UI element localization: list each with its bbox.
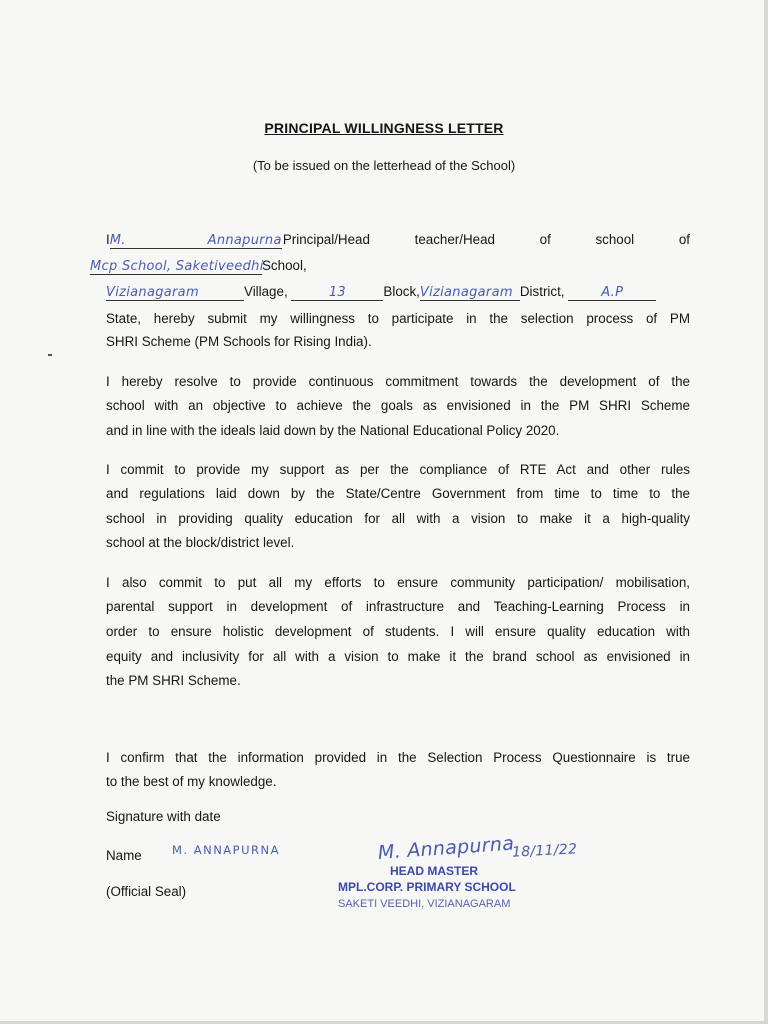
village-label: Village, <box>244 284 288 299</box>
para5-line-2: to the best of my knowledge. <box>106 774 277 789</box>
para3-line-2: and regulations laid down by the State/Centre Government from time to time to the <box>106 486 690 501</box>
para4-line-5: the PM SHRI Scheme. <box>106 673 241 688</box>
intro-line-4: State, hereby submit my willingness to participate in the selection process of PM <box>106 311 690 326</box>
village-name-field: Vizianagaram <box>106 285 244 301</box>
para4-line-2: parental support in development of infrastructure and Teaching-Learning Process in <box>106 599 690 614</box>
school-suffix: School, <box>262 258 307 273</box>
school-name-field: Mcp School, Saketiveedhi <box>90 259 264 274</box>
para4-line-1: I also commit to put all my efforts to ensure community participation/ mobilisation, <box>106 575 690 590</box>
role-word-2: teacher/Head <box>414 232 495 247</box>
scan-speck <box>48 354 52 356</box>
district-name-field: Vizianagaram <box>420 285 520 301</box>
intro-line-3 <box>106 284 656 301</box>
state-name-field: A.P <box>568 285 656 301</box>
role-word-4: school <box>595 232 635 247</box>
block-label: Block, <box>383 284 420 299</box>
stamp-line-3: SAKETI VEEDHI, VIZIANAGARAM <box>338 898 511 910</box>
scan-edge-right <box>764 0 768 1024</box>
para2-line-2: school with an objective to achieve the goals as envisioned in the PM SHRI Scheme <box>106 398 690 413</box>
signature-handwritten: M. Annapurna <box>377 832 515 864</box>
intro-line-2 <box>90 258 307 275</box>
para4-line-4: equity and inclusivity for all with a vision to make it the brand school as envisioned in <box>106 649 690 664</box>
letter-subtitle: (To be issued on the letterhead of the School) <box>252 158 516 173</box>
intro-prefix: IM. Annapurna Principal/Head <box>106 232 370 248</box>
para3-line-4: school at the block/district level. <box>106 535 295 550</box>
stamp-line-2: MPL.CORP. PRIMARY SCHOOL <box>338 880 516 894</box>
para4-line-3: order to ensure holistic development of students. I will ensure quality education with <box>106 624 690 639</box>
intro-line-5: SHRI Scheme (PM Schools for Rising India). <box>106 334 372 349</box>
letter-title: PRINCIPAL WILLINGNESS LETTER <box>264 120 504 136</box>
para3-line-1: I commit to provide my support as per the compliance of RTE Act and other rules <box>106 462 690 477</box>
intro-line-1 <box>106 232 690 249</box>
para3-line-3: school in providing quality education for all with a vision to make it a high-quality <box>106 511 690 526</box>
name-value: M. ANNAPURNA <box>172 843 280 857</box>
para2-line-3: and in line with the ideals laid down by the National Educational Policy 2020. <box>106 423 560 438</box>
role-word-1: Principal/Head <box>282 232 370 247</box>
official-seal-label: (Official Seal) <box>106 884 187 899</box>
para2-line-1: I hereby resolve to provide continuous commitment towards the development of the <box>106 374 690 389</box>
block-name-field: 13 <box>291 285 383 301</box>
district-label: District, <box>519 284 565 299</box>
principal-name-field: M. Annapurna <box>109 233 282 248</box>
signature-date: 18/11/22 <box>511 841 578 861</box>
para5-line-1: I confirm that the information provided in the Selection Process Questionnaire is true <box>106 750 690 765</box>
stamp-line-1: HEAD MASTER <box>390 864 479 878</box>
role-word-5: of <box>678 232 690 247</box>
signature-label: Signature with date <box>106 809 221 824</box>
role-word-3: of <box>539 232 551 247</box>
name-label: Name <box>106 848 142 863</box>
